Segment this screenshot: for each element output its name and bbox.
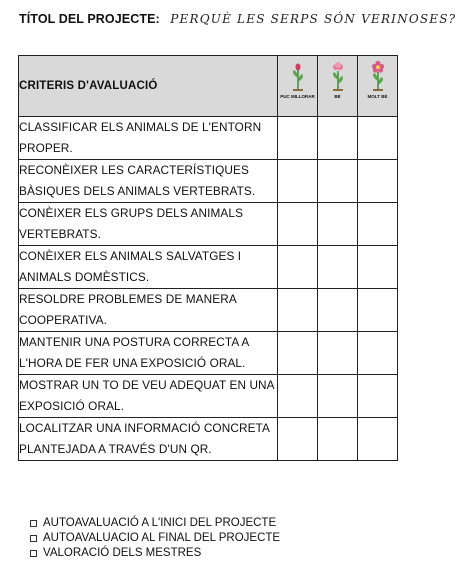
level-label-very-good: MOLT BÉ (367, 94, 388, 99)
table-row (19, 418, 398, 461)
blooming-flower-icon (370, 60, 386, 92)
criterion-text: RECONÈIXER LES CARACTERÍSTIQUES BÀSIQUES DELS ANIMALS VERTEBRATS. (19, 160, 278, 203)
project-title-row (19, 10, 456, 28)
rating-cell-very-good[interactable] (358, 289, 398, 332)
table-row (19, 203, 398, 246)
level-header-very-good (358, 56, 398, 117)
table-row (19, 375, 398, 418)
level-label-good: BÉ (334, 94, 341, 99)
rating-cell-very-good[interactable] (358, 160, 398, 203)
rating-cell-good[interactable] (318, 203, 358, 246)
rating-cell-improve[interactable] (278, 117, 318, 160)
rating-cell-good[interactable] (318, 117, 358, 160)
criterion-text: MANTENIR UNA POSTURA CORRECTA A L'HORA DE FER UNA EXPOSICIÓ ORAL. (19, 332, 278, 375)
rating-cell-improve[interactable] (278, 246, 318, 289)
legend-label: VALORACIÓ DELS MESTRES (43, 547, 202, 559)
rubric-header-row (19, 56, 398, 117)
project-title-label: TÍTOL DEL PROJECTE: (19, 12, 160, 26)
rating-cell-improve[interactable] (278, 289, 318, 332)
rating-cell-improve[interactable] (278, 332, 318, 375)
level-label-improve: PUC MILLORAR (280, 94, 315, 99)
rating-cell-good[interactable] (318, 375, 358, 418)
rating-cell-improve[interactable] (278, 203, 318, 246)
rating-cell-improve[interactable] (278, 160, 318, 203)
project-title-value: PERQUÈ LES SERPS SÓN VERINOSES? (170, 12, 456, 26)
rating-cell-very-good[interactable] (358, 418, 398, 461)
level-header-improve (278, 56, 318, 117)
rating-cell-very-good[interactable] (358, 117, 398, 160)
rating-cell-good[interactable] (318, 418, 358, 461)
legend-item (30, 531, 280, 546)
table-row (19, 117, 398, 160)
checkbox-square-icon (30, 550, 37, 557)
rating-cell-very-good[interactable] (358, 246, 398, 289)
legend-item (30, 546, 280, 561)
criterion-text: CONÈIXER ELS GRUPS DELS ANIMALS VERTEBRATS. (19, 203, 278, 246)
budding-flower-icon (330, 60, 346, 92)
rating-cell-good[interactable] (318, 246, 358, 289)
criterion-text: MOSTRAR UN TO DE VEU ADEQUAT EN UNA EXPOSICIÓ ORAL. (19, 375, 278, 418)
checkbox-square-icon (30, 520, 37, 527)
criteria-heading: CRITERIS D'AVALUACIÓ (19, 56, 278, 117)
rating-cell-good[interactable] (318, 332, 358, 375)
legend-item (30, 516, 280, 531)
level-header-good (318, 56, 358, 117)
criterion-text: CLASSIFICAR ELS ANIMALS DE L'ENTORN PROPER. (19, 117, 278, 160)
rating-cell-very-good[interactable] (358, 375, 398, 418)
rating-cell-very-good[interactable] (358, 203, 398, 246)
table-row (19, 246, 398, 289)
checkbox-square-icon (30, 535, 37, 542)
evaluation-rubric-table (18, 55, 398, 461)
legend-label: AUTOAVALUACIÓ A L'INICI DEL PROJECTE (43, 517, 277, 529)
legend-label: AUTOAVALUACIO AL FINAL DEL PROJECTE (43, 532, 281, 544)
table-row (19, 332, 398, 375)
rating-cell-good[interactable] (318, 289, 358, 332)
table-row (19, 289, 398, 332)
sprout-icon (290, 60, 306, 92)
rating-cell-very-good[interactable] (358, 332, 398, 375)
legend-list (30, 516, 280, 561)
criterion-text: CONÈIXER ELS ANIMALS SALVATGES I ANIMALS DOMÈSTICS. (19, 246, 278, 289)
criterion-text: LOCALITZAR UNA INFORMACIÓ CONCRETA PLANTEJADA A TRAVÉS D'UN QR. (19, 418, 278, 461)
table-row (19, 160, 398, 203)
rating-cell-improve[interactable] (278, 375, 318, 418)
rating-cell-good[interactable] (318, 160, 358, 203)
criterion-text: RESOLDRE PROBLEMES DE MANERA COOPERATIVA. (19, 289, 278, 332)
rating-cell-improve[interactable] (278, 418, 318, 461)
